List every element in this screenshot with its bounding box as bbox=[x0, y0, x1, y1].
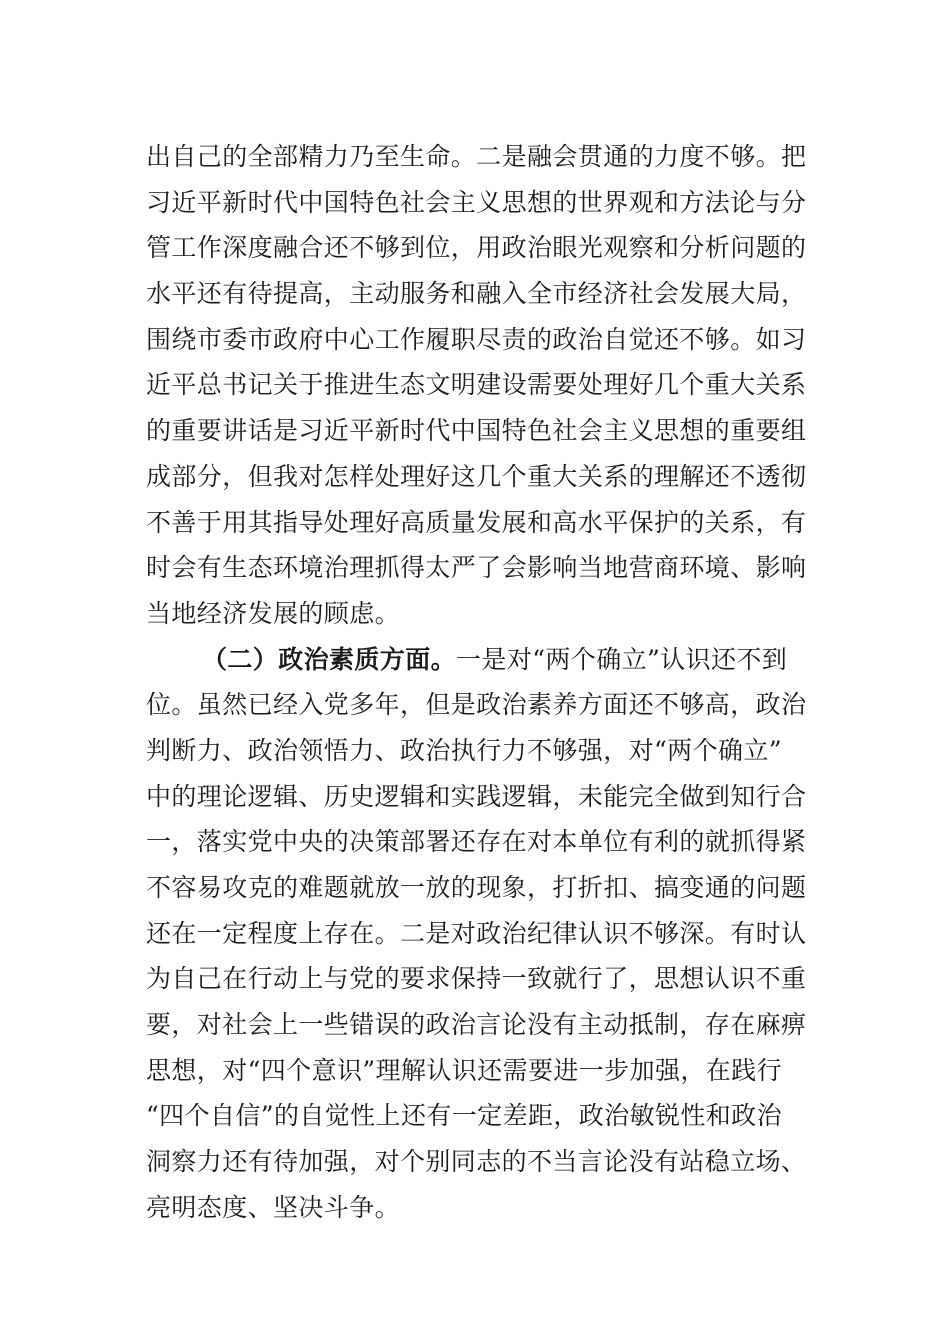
text-line: 要，对社会上一些错误的政治言论没有主动抵制，存在麻痹 bbox=[146, 1010, 807, 1040]
text-line: 思想，对“四个意识”理解认识还需要进一步加强，在践行 bbox=[146, 1055, 782, 1085]
text-line: 当地经济发展的顾虑。 bbox=[146, 598, 401, 628]
text-line: 习近平新时代中国特色社会主义思想的世界观和方法论与分 bbox=[146, 187, 807, 217]
text-line: 的重要讲话是习近平新时代中国特色社会主义思想的重要组 bbox=[146, 416, 807, 446]
text-line: 一，落实党中央的决策部署还存在对本单位有利的就抓得紧 bbox=[146, 827, 807, 857]
text-line: 位。虽然已经入党多年，但是政治素养方面还不够高，政治 bbox=[146, 690, 807, 720]
paragraph-1 bbox=[146, 134, 818, 637]
text-line: 成部分，但我对怎样处理好这几个重大关系的理解还不透彻 bbox=[146, 461, 807, 491]
text-line: 水平还有待提高，主动服务和融入全市经济社会发展大局， bbox=[146, 279, 807, 309]
text-line: 管工作深度融合还不够到位，用政治眼光观察和分析问题的 bbox=[146, 233, 807, 263]
text-line: 近平总书记关于推进生态文明建设需要处理好几个重大关系 bbox=[146, 370, 807, 400]
text-line: 围绕市委市政府中心工作履职尽责的政治自觉还不够。如习 bbox=[146, 324, 807, 354]
text-line: 洞察力还有待加强，对个别同志的不当言论没有站稳立场、 bbox=[146, 1147, 807, 1177]
text-line: 出自己的全部精力乃至生命。二是融会贯通的力度不够。把 bbox=[146, 142, 807, 171]
paragraph-2-first-line bbox=[146, 637, 818, 683]
text-line: 亮明态度、坚决斗争。 bbox=[146, 1192, 401, 1222]
text-line: 中的理论逻辑、历史逻辑和实践逻辑，未能完全做到知行合 bbox=[146, 781, 807, 811]
paragraph-2 bbox=[146, 637, 818, 1231]
text-line: 时会有生态环境治理抓得太严了会影响当地营商环境、影响 bbox=[146, 553, 807, 583]
document-body bbox=[146, 134, 818, 1231]
section-heading: （二）政治素质方面。 bbox=[202, 644, 457, 674]
text-line-rest: 一是对“两个确立”认识还不到 bbox=[456, 644, 788, 674]
text-line: 不善于用其指导处理好高质量发展和高水平保护的关系，有 bbox=[146, 507, 807, 537]
text-line: 为自己在行动上与党的要求保持一致就行了，思想认识不重 bbox=[146, 964, 807, 994]
text-line: 不容易攻克的难题就放一放的现象，打折扣、搞变通的问题 bbox=[146, 873, 807, 902]
text-line: 还在一定程度上存在。二是对政治纪律认识不够深。有时认 bbox=[146, 918, 807, 948]
text-line: “四个自信”的自觉性上还有一定差距，政治敏锐性和政治 bbox=[146, 1101, 782, 1131]
text-line: 判断力、政治领悟力、政治执行力不够强，对“两个确立” bbox=[146, 735, 782, 765]
